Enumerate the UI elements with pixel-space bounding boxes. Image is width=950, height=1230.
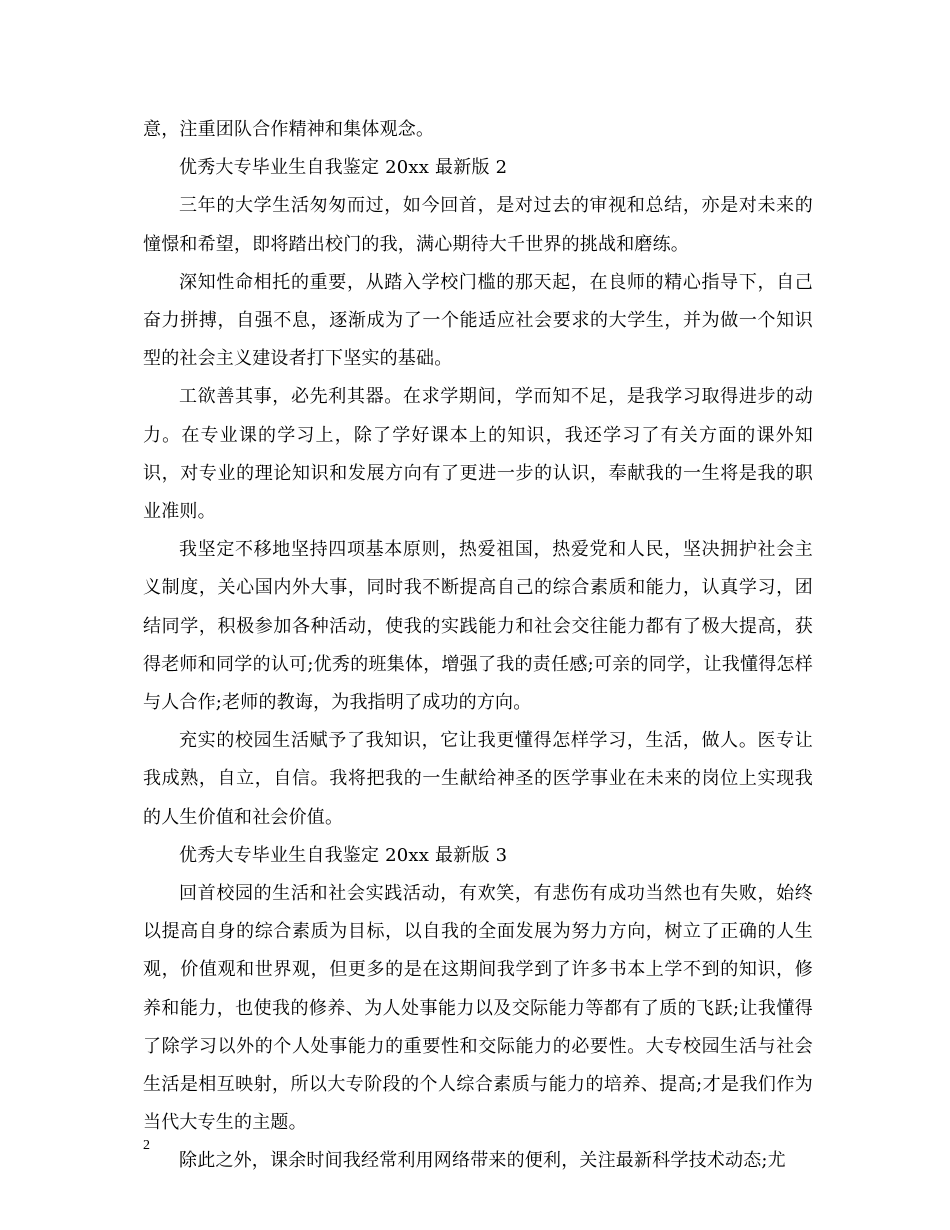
section-heading: 优秀大专毕业生自我鉴定 20xx 最新版 3 — [179, 844, 508, 866]
paragraph: 深知性命相托的重要，从踏入学校门槛的那天起，在良师的精心指导下，自己奋力拼搏，自强不息，逐渐成为了一个能适应社会要求的大学生，并为做一个知识型的社会主义建设者打下坚实的基础。 — [143, 271, 813, 370]
paragraph: 我坚定不移地坚持四项基本原则，热爱祖国，热爱党和人民，坚决拥护社会主义制度，关心国内外大事，同时我不断提高自己的综合素质和能力，认真学习，团结同学，积极参加各种活动，使我的实践能力和社会交往能力都有了极大提高，获得老师和同学的认可;优秀的班集体，增强了我的责任感;可亲的同学，让我懂得怎样与人合作;老师的教诲，为我指明了成功的方向。 — [143, 539, 813, 714]
paragraph: 充实的校园生活赋予了我知识，它让我更懂得怎样学习，生活，做人。医专让我成熟，自立，自信。我将把我的一生献给神圣的医学事业在未来的岗位上实现我的人生价值和社会价值。 — [143, 730, 813, 828]
paragraph: 工欲善其事，必先利其器。在求学期间，学而知不足，是我学习取得进步的动力。在专业课的学习上，除了学好课本上的知识，我还学习了有关方面的课外知识，对专业的理论知识和发展方向有了更进一步的认识，奉献我的一生将是我的职业准则。 — [143, 386, 813, 523]
paragraph: 意，注重团队合作精神和集体观念。 — [143, 119, 435, 140]
paragraph: 三年的大学生活匆匆而过，如今回首，是对过去的审视和总结，亦是对未来的憧憬和希望，即将踏出校门的我，满心期待大千世界的挑战和磨练。 — [143, 195, 813, 255]
paragraph: 除此之外，课余时间我经常利用网络带来的便利，关注最新科学技术动态;尤 — [179, 1150, 786, 1172]
document-body — [143, 111, 813, 1181]
paragraph: 回首校园的生活和社会实践活动，有欢笑，有悲伤有成功当然也有失败，始终以提高自身的综合素质为目标，以自我的全面发展为努力方向，树立了正确的人生观，价值观和世界观，但更多的是在这期间我学到了许多书本上学不到的知识，修养和能力，也使我的修养、为人处事能力以及交际能力等都有了质的飞跃;让我懂得了除学习以外的个人处事能力的重要性和交际能力的必要性。大专校园生活与社会生活是相互映射，所以大专阶段的个人综合素质与能力的培养、提高;才是我们作为当代大专生的主题。 — [143, 883, 813, 1134]
section-heading: 优秀大专毕业生自我鉴定 20xx 最新版 2 — [179, 157, 508, 179]
page-number: 2 — [143, 1138, 150, 1153]
